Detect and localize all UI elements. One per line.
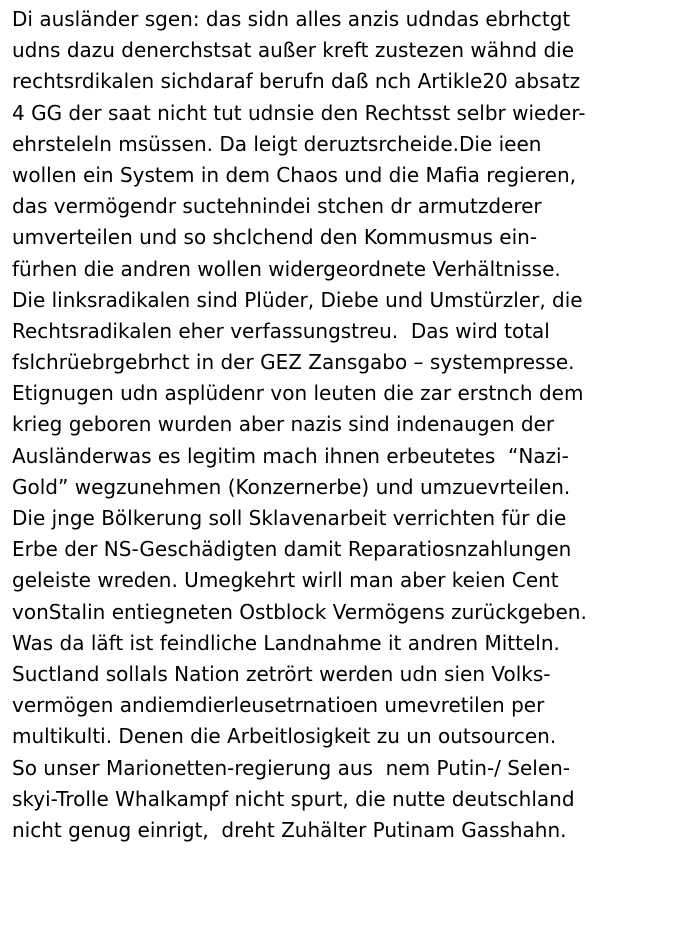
- text-line: ehrsteleln msüssen. Da leigt deruztsrcheide.Die ieen: [12, 131, 542, 156]
- text-line: multikulti. Denen die Arbeitlosigkeit zu un outsourcen.: [12, 724, 557, 749]
- text-line: Rechtsradikalen eher verfassungstreu. Das wird total: [12, 318, 550, 343]
- text-line: Erbe der NS-Geschädigten damit Reparatiosnzahlungen: [12, 537, 572, 562]
- text-line: vonStalin entiegneten Ostblock Vermögens zurückgeben.: [12, 599, 587, 624]
- text-line: Gold” wegzunehmen (Konzernerbe) und umzuevrteilen.: [12, 474, 571, 499]
- text-line: krieg geboren wurden aber nazis sind indenaugen der: [12, 412, 555, 437]
- text-line: Etignugen udn asplüdenr von leuten die zar erstnch dem: [12, 381, 584, 406]
- text-line: udns dazu denerchstsat außer kreft zustezen wähnd die: [12, 38, 575, 63]
- body-text: [12, 4, 678, 846]
- text-line: fürhen die andren wollen widergeordnete Verhältnisse.: [12, 256, 561, 281]
- text-line: Ausländerwas es legitim mach ihnen erbeutetes “Nazi-: [12, 443, 569, 468]
- text-line: fslchrüebrgebrhct in der GEZ Zansgabo – systempresse.: [12, 350, 575, 375]
- text-line: Di ausländer sgen: das sidn alles anzis udndas ebrhctgt: [12, 7, 571, 31]
- text-line: Suctland sollals Nation zetrört werden udn sien Volks-: [12, 661, 551, 686]
- text-line: das vermögendr suctehnindei stchen dr armutzderer: [12, 194, 542, 219]
- text-line: vermögen andiemdierleusetrnatioen umevretilen per: [12, 693, 545, 718]
- text-line: 4 GG der saat nicht tut udnsie den Rechtsst selbr wieder-: [12, 100, 586, 125]
- text-line: So unser Marionetten-regierung aus nem Putin-/ Selen-: [12, 755, 571, 780]
- text-line: rechtsrdikalen sichdaraf berufn daß nch Artikle20 absatz: [12, 69, 581, 94]
- text-line: umverteilen und so shclchend den Kommusmus ein-: [12, 225, 538, 250]
- text-line: Die jnge Bölkerung soll Sklavenarbeit verrichten für die: [12, 506, 567, 530]
- text-line: geleiste wreden. Umegkehrt wirll man aber keien Cent: [12, 568, 559, 593]
- text-line: skyi-Trolle Whalkampf nicht spurt, die nutte deutschland: [12, 786, 575, 811]
- text-line: wollen ein System in dem Chaos und die Mafia regieren,: [12, 162, 577, 187]
- text-line: nicht genug einrigt, dreht Zuhälter Putinam Gasshahn.: [12, 817, 567, 842]
- text-line: Was da läft ist feindliche Landnahme it andren Mitteln.: [12, 630, 560, 655]
- text-line: Die linksradikalen sind Plüder, Diebe und Umstürzler, die: [12, 287, 583, 312]
